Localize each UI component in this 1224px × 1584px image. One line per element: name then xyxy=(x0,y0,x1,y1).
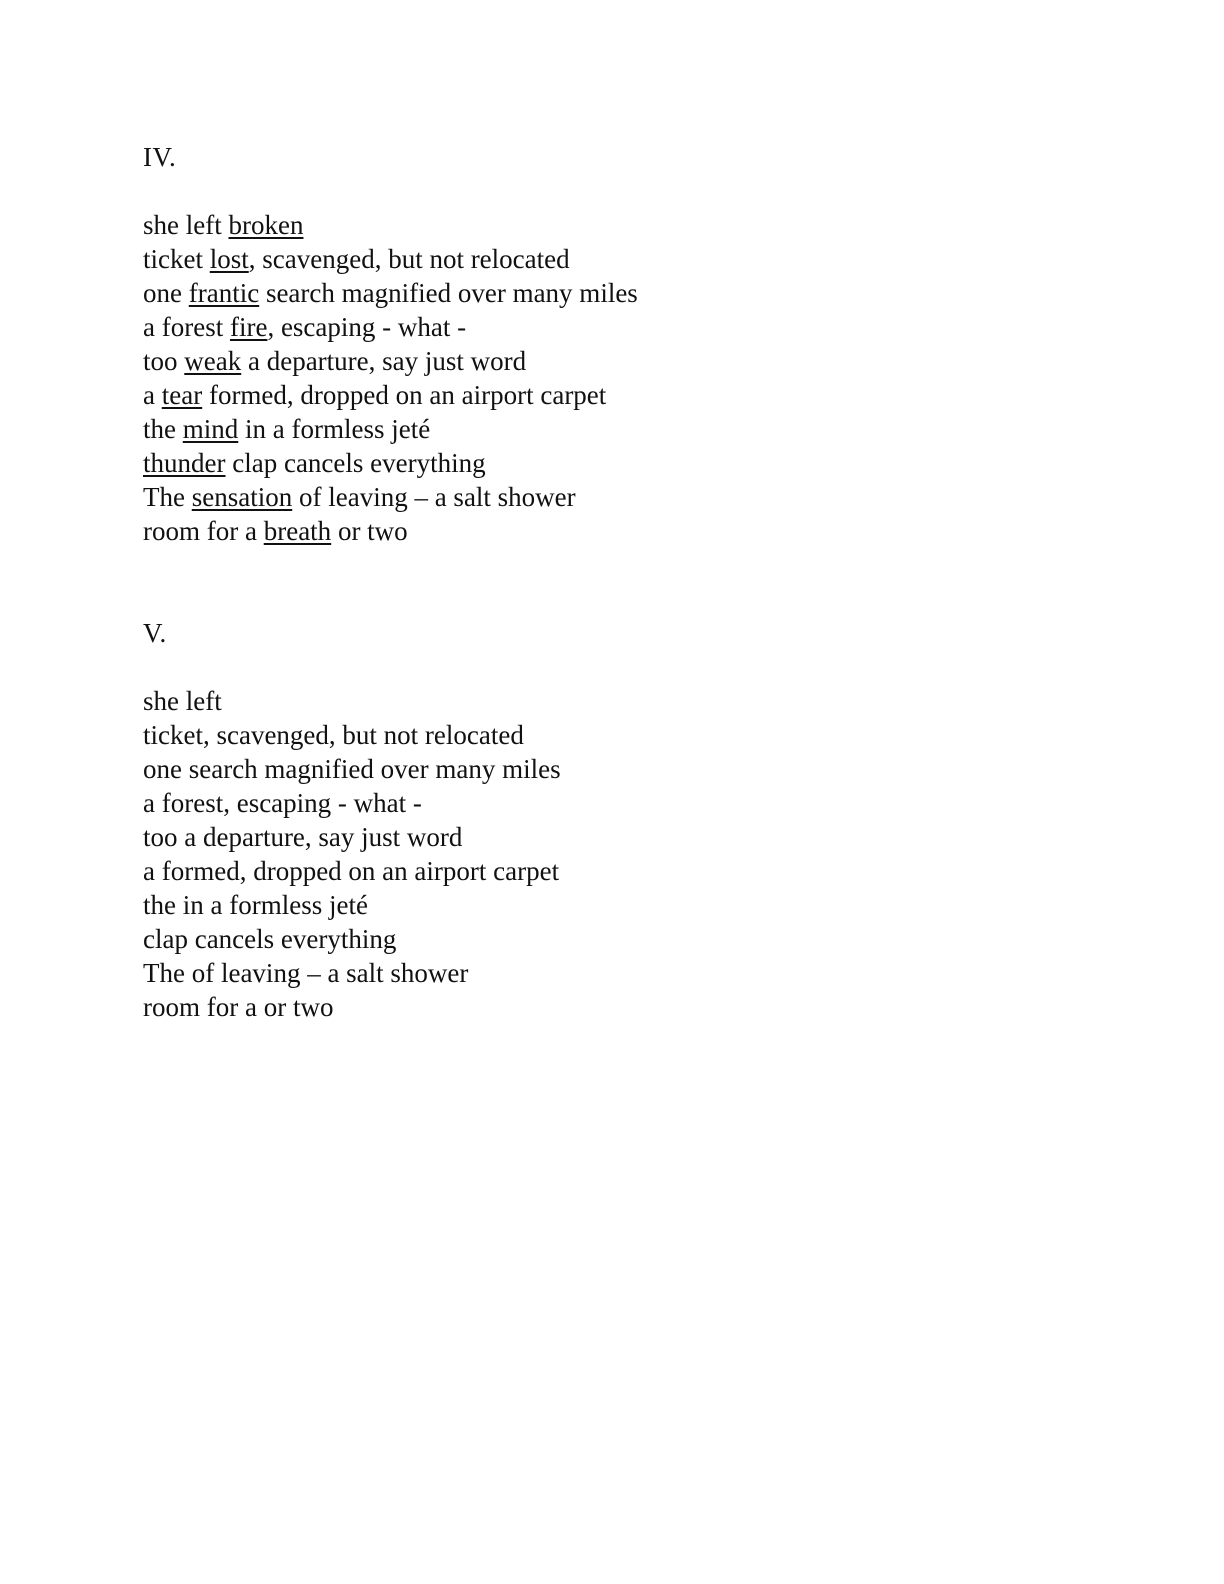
poem-line xyxy=(143,480,1083,514)
section-iv xyxy=(143,140,1083,548)
line-text: , scavenged, but not relocated xyxy=(248,244,570,274)
spacer xyxy=(143,548,1083,616)
line-text: The xyxy=(143,482,192,512)
line-text: of leaving – a salt shower xyxy=(292,482,576,512)
line-text: search magnified over many miles xyxy=(259,278,638,308)
line-text: one xyxy=(143,278,189,308)
line-text: , escaping - what - xyxy=(267,312,467,342)
line-text: clap cancels everything xyxy=(225,448,486,478)
poem-line xyxy=(143,208,1083,242)
poem-line: one search magnified over many miles xyxy=(143,754,561,784)
line-text: ticket xyxy=(143,244,210,274)
underlined-word: mind xyxy=(182,414,239,444)
section-v xyxy=(143,616,1083,1024)
line-text: too xyxy=(143,346,185,376)
line-text: or two xyxy=(331,516,408,546)
poem-line: a forest, escaping - what - xyxy=(143,788,422,818)
section-heading: V. xyxy=(143,618,167,648)
poem-line: The of leaving – a salt shower xyxy=(143,958,469,988)
line-text: a forest xyxy=(143,312,230,342)
line-text: formed, dropped on an airport carpet xyxy=(202,380,607,410)
poem-stanza xyxy=(143,684,1083,1024)
underlined-word: breath xyxy=(263,516,332,546)
line-text: she left xyxy=(143,210,229,240)
poem-line: a formed, dropped on an airport carpet xyxy=(143,856,560,886)
underlined-word: weak xyxy=(184,346,242,376)
line-text: the xyxy=(143,414,183,444)
section-heading: IV. xyxy=(143,142,177,172)
underlined-word: frantic xyxy=(188,278,260,308)
poem-line xyxy=(143,344,1083,378)
poem-line: she left xyxy=(143,686,222,716)
line-text: a departure, say just word xyxy=(241,346,527,376)
poem-line: the in a formless jeté xyxy=(143,890,368,920)
underlined-word: lost xyxy=(209,244,249,274)
spacer xyxy=(143,650,1083,684)
underlined-word: fire xyxy=(229,312,268,342)
poem-line xyxy=(143,310,1083,344)
poem-line: room for a or two xyxy=(143,992,334,1022)
poem-page xyxy=(143,140,1083,1024)
poem-line xyxy=(143,514,1083,548)
line-text: room for a xyxy=(143,516,264,546)
line-text: in a formless jeté xyxy=(238,414,431,444)
underlined-word: thunder xyxy=(143,448,226,478)
underlined-word: sensation xyxy=(191,482,293,512)
underlined-word: tear xyxy=(161,380,203,410)
underlined-word: broken xyxy=(228,210,304,240)
poem-line xyxy=(143,242,1083,276)
poem-line: too a departure, say just word xyxy=(143,822,463,852)
poem-line xyxy=(143,412,1083,446)
poem-line: ticket, scavenged, but not relocated xyxy=(143,720,524,750)
spacer xyxy=(143,174,1083,208)
poem-line xyxy=(143,378,1083,412)
poem-line: clap cancels everything xyxy=(143,924,397,954)
poem-line xyxy=(143,446,1083,480)
poem-stanza xyxy=(143,208,1083,548)
poem-line xyxy=(143,276,1083,310)
line-text: a xyxy=(143,380,162,410)
